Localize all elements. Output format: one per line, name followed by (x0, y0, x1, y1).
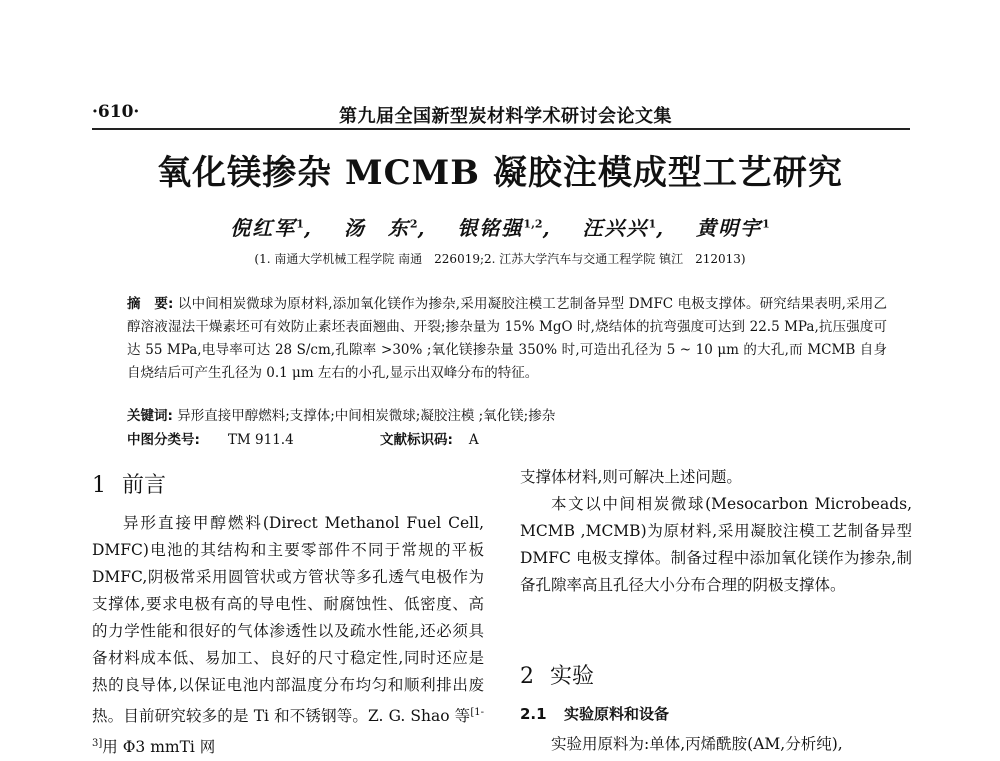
keywords-label: 关键词: (127, 408, 173, 424)
classification-code: TM 911.4 (227, 432, 294, 448)
author-name: 汤 东 (343, 216, 410, 240)
header-rule (92, 128, 910, 130)
author-affil-mark: 1 (648, 217, 657, 231)
author-name: 倪红军 (230, 216, 297, 240)
section-title: 实验 (550, 664, 595, 689)
classification-line (127, 428, 887, 448)
right-column-continued (520, 731, 912, 758)
abstract-label: 摘 要: (127, 296, 174, 312)
author-affil-mark: 2 (409, 217, 418, 231)
citation: [1-3] (92, 707, 484, 750)
proceedings-title: 第九届全国新型炭材料学术研讨会论文集 (339, 106, 672, 127)
page-number: ·610· (92, 102, 140, 122)
affiliation: (1. 南通大学机械工程学院 南通 226019;2. 江苏大学汽车与交通工程学院 镇江 212013) (254, 252, 746, 266)
abstract (127, 293, 887, 385)
section-title: 前言 (122, 473, 167, 498)
doc-code-label: 文献标识码: (380, 432, 453, 448)
author-name: 银铭强 (457, 216, 524, 240)
section-heading (92, 468, 166, 499)
section-heading (520, 659, 594, 690)
left-column (92, 510, 484, 761)
body-paragraph (92, 510, 484, 761)
paper-title: 氧化镁掺杂 MCMB 凝胶注模成型工艺研究 (157, 153, 843, 193)
section-number: 2 (520, 664, 534, 689)
paragraph-text: 异形直接甲醇燃料(Direct Methanol Fuel Cell, DMFC)电池的其结构和主要零部件不同于常规的平板 DMFC,阴极常采用圆管状或方管状等多孔透气电极作为支撑体,要求电极有高的导电性、耐腐蚀性、低密度、高的力学性能和很好的气体渗透性以及疏水性能,还必须具备材料成本低、易加工、良好的尺寸稳定性,同时还应是热的良导体,以保证电池内部温度分布均匀和顺利排出废热。目前研究较多的是 Ti 和不锈钢等。Z. G. Shao 等 (92, 514, 484, 726)
section-number: 1 (92, 473, 106, 498)
subsection-title: 实验原料和设备 (564, 705, 670, 723)
abstract-text: 以中间相炭微球为原材料,添加氧化镁作为掺杂,采用凝胶注模工艺制备异型 DMFC 电极支撑体。研究结果表明,采用乙醇溶液湿法干燥素坯可有效防止素坯表面翘曲、开裂;掺杂量为 15% MgO 时,烧结体的抗弯强度可达到 22.5 MPa,抗压强度可达 55 MPa,电导率可达 28 S/cm,孔隙率 >30% ;氧化镁掺杂量 350% 时,可造出孔径为 5 ~ 10 μm 的大孔,而 MCMB 自身自烧结后可产生孔径为 0.1 μm 左右的小孔,显示出双峰分布的特征。 (127, 296, 887, 381)
paragraph-text-tail: 用 Φ3 mmTi 网 (102, 738, 216, 757)
body-paragraph: 实验用原料为:单体,丙烯酰胺(AM,分析纯), (551, 735, 843, 753)
author-affil-mark: 1 (296, 217, 304, 231)
subsection-number: 2.1 (520, 705, 547, 723)
right-column (520, 464, 912, 599)
author-name: 汪兴兴 (582, 216, 649, 240)
author-list: 倪红军$^1$, 汤 东$^2$, 银铭强$^{1,2}$, 汪兴兴$^1$, 黄明宇$^1$ (230, 216, 770, 240)
subsection-heading (520, 703, 669, 724)
doc-code: A (468, 432, 479, 448)
body-paragraph: 本文以中间相炭微球(Mesocarbon Microbeads, MCMB ,MCMB)为原材料,采用凝胶注模工艺制备异型 DMFC 电极支撑体。制备过程中添加氧化镁作为掺杂,制备孔隙率高且孔径大小分布合理的阴极支撑体。 (520, 495, 912, 594)
keywords (127, 404, 887, 424)
body-paragraph: 支撑体材料,则可解决上述问题。 (520, 468, 742, 486)
classification-label: 中图分类号: (127, 432, 200, 448)
author-affil-mark: 1,2 (523, 217, 543, 231)
author-name: 黄明宇 (696, 216, 763, 240)
author-affil-mark: 1 (762, 217, 770, 231)
keywords-text: 异形直接甲醇燃料;支撑体;中间相炭微球;凝胶注模 ;氧化镁;掺杂 (177, 408, 556, 424)
